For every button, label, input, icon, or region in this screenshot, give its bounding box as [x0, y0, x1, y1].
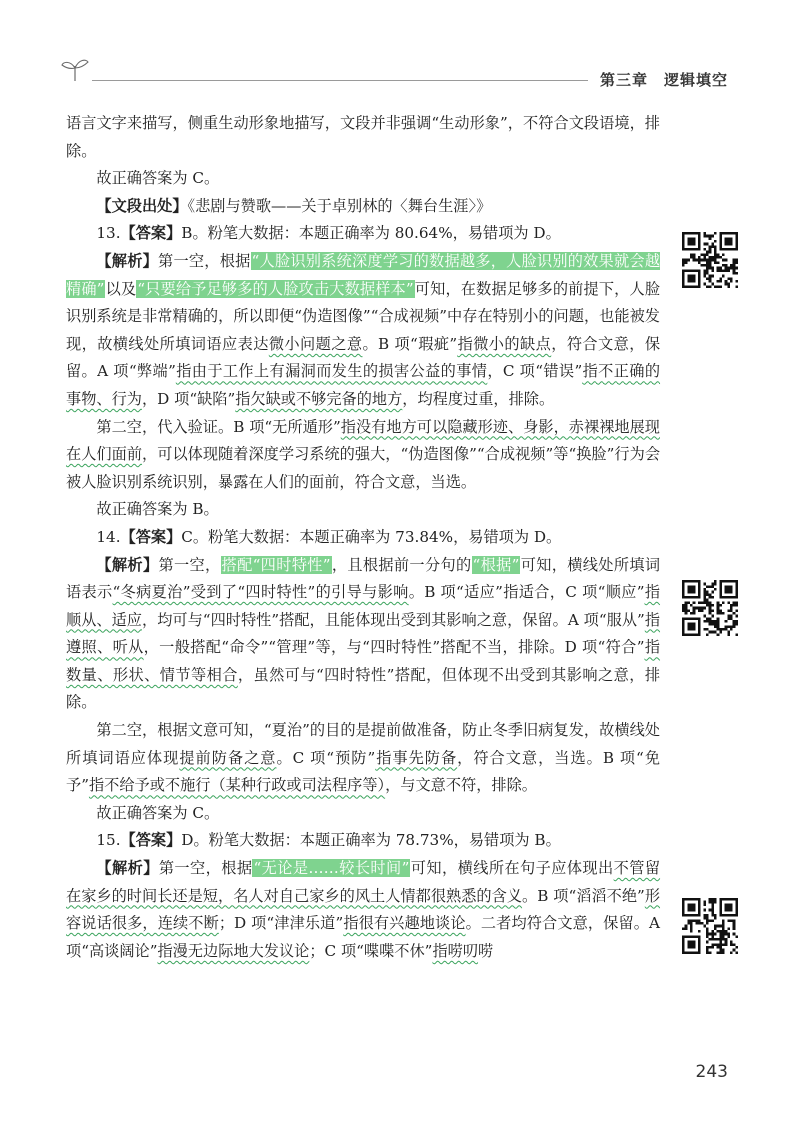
wavy-underline: 指由于工作上有漏洞而发生的损害公益的事情: [175, 362, 488, 381]
wavy-underline: 指欠缺或不够完备的地方: [235, 389, 403, 408]
wavy-underline: 指数量、形状、情节等相合: [66, 638, 661, 684]
wavy-underline: 指不给予或不施行（某种行政或司法程序等）: [88, 776, 386, 795]
analysis-13: 【解析】第一空，根据“人脸识别系统深度学习的数据越多，人脸识别的效果就会越精确”以及“只要给予足够多的人脸攻击大数据样本”可知，在数据足够多的前提下，人脸识别系统是非常精确的，所以即便“伪造图像”“合成视频”中存在特别小的问题，也能被发现，故横线处所填词语应表达微小问题之意。B 项“瑕疵”指微小的缺点，符合文意，保留。A 项“弊端”指由于工作上有漏洞而发生的损害公益的事情，C 项“错误”指不正确的事物、行为，D 项“缺陷”指欠缺或不够完备的地方，均程度过重，排除。: [66, 251, 661, 408]
chapter-number: 第三章: [599, 71, 648, 89]
analysis-14-second: 第二空，根据文意可知，“夏治”的目的是提前做准备，防止冬季旧病复发，故横线处所填词语应体现提前防备之意。C 项“预防”指事先防备，符合文意，当选。B 项“免予”指不给予或不施行（某种行政或司法程序等），与文意不符，排除。: [66, 721, 661, 795]
wavy-underline: 提前防备之意: [179, 748, 277, 767]
paragraph: 故正确答案为 C。: [96, 169, 220, 188]
highlight: “无论是……较长时间”: [253, 859, 410, 878]
highlight: “人脸识别系统深度学习的数据越多，人脸识别的效果就会越精确”: [66, 251, 661, 298]
wavy-underline: 指顺从、适应: [66, 583, 661, 629]
running-header: [600, 69, 728, 90]
analysis-15: 【解析】第一空，根据“无论是……较长时间”可知，横线所在句子应体现出不管留在家乡的时间长还是短，名人对自己家乡的风土人情都很熟悉的含义。B 项“滔滔不绝”形容说话很多，连续不断；D 项“津津乐道”指很有兴趣地谈论。二者均符合文意，保留。A 项“高谈阔论”指漫无边际地大发议论；C 项“喋喋不休”指唠叨唠: [66, 859, 661, 960]
highlight: 搭配“四时特性”: [221, 555, 331, 574]
sprout-icon: [60, 56, 90, 82]
answer-14: 故正确答案为 C。: [96, 803, 220, 822]
paragraph: 语言文字来描写，侧重生动形象地描写，文段并非强调“生动形象”，不符合文段语境，排除。: [66, 114, 660, 160]
header-rule: [92, 80, 588, 81]
answer-head-14: 14.【答案】C。粉笔大数据：本题正确率为 73.84%，易错项为 D。: [96, 527, 562, 546]
analysis-14: 【解析】第一空，搭配“四时特性”，且根据前一分句的“根据”可知，横线处所填词语表示“冬病夏治”受到了“四时特性”的引导与影响。B 项“适应”指适合，C 项“顺应”指顺从、适应，均可与“四时特性”搭配，且能体现出受到其影响之意，保留。A 项“服从”指遵照、听从，一般搭配“命令”“管理”等，与“四时特性”搭配不当，排除。D 项“符合”指数量、形状、情节等相合，虽然可与“四时特性”搭配，但体现不出受到其影响之意，排除。: [66, 555, 661, 712]
chapter-title: 逻辑填空: [663, 71, 728, 89]
qr-code-icon[interactable]: [682, 580, 738, 636]
wavy-underline: “冬病夏治”受到了“四时特性”的引导与影响: [112, 583, 409, 602]
wavy-underline: 指微小的缺点: [457, 334, 552, 353]
wavy-underline: 不管留在家乡的时间长还是短，名人对自己家乡的风土人情都很熟悉的含义: [66, 859, 661, 905]
page-body: [66, 110, 660, 965]
wavy-underline: 指很有兴趣地谈论: [343, 914, 466, 933]
wavy-underline: 指事先防备: [375, 748, 458, 767]
wavy-underline: 指没有地方可以隐藏形迹、身影，赤裸裸地展现在人们面前: [66, 417, 660, 464]
analysis-13-second: 第二空，代入验证。B 项“无所遁形”指没有地方可以隐藏形迹、身影，赤裸裸地展现在人们面前，可以体现随着深度学习系统的强大，“伪造图像”“合成视频”等“换脸”行为会被人脸识别系统识别，暴露在人们的面前，符合文意，当选。: [66, 417, 661, 491]
wavy-underline: 微小问题之意: [268, 334, 363, 353]
page-number: 243: [695, 1062, 728, 1082]
wavy-underline: 指遵照、听从: [66, 610, 661, 657]
qr-code-icon[interactable]: [682, 898, 738, 954]
answer-head-15: 15.【答案】D。粉笔大数据：本题正确率为 78.73%，易错项为 B。: [96, 831, 561, 850]
source-note: 【文段出处】《悲剧与赞歌——关于卓别林的〈舞台生涯〉》: [96, 196, 492, 215]
answer-head-13: 13.【答案】B。粉笔大数据：本题正确率为 80.64%，易错项为 D。: [96, 224, 561, 243]
qr-code-icon[interactable]: [682, 232, 738, 288]
highlight: “只要给予足够多的人脸攻击大数据样本”: [137, 279, 414, 298]
wavy-underline: 指唠叨: [432, 941, 479, 960]
answer-13: 故正确答案为 B。: [96, 500, 219, 519]
highlight: “根据”: [472, 555, 520, 574]
wavy-underline: 指漫无边际地大发议论: [157, 941, 310, 960]
wavy-underline: 指不正确的事物、行为: [66, 362, 661, 408]
wavy-underline: 形容说话很多，连续不断: [66, 886, 661, 933]
